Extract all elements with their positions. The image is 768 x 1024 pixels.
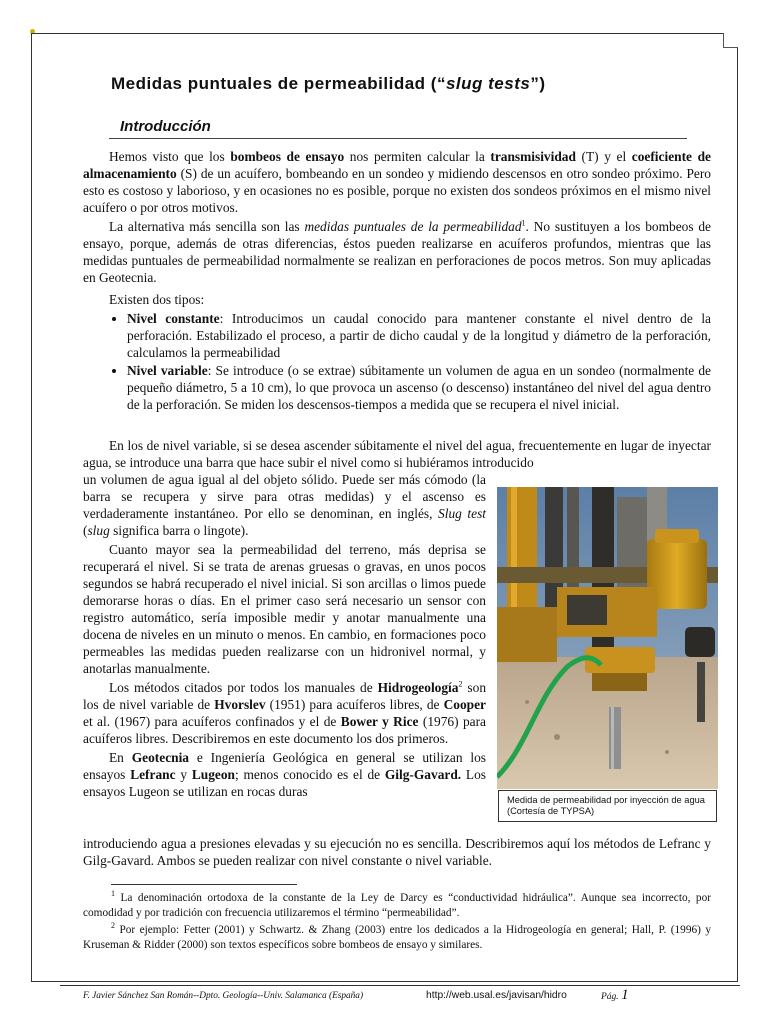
paragraph-7: En Geotecnia e Ingeniería Geológica en general se utilizan los ensayos Lefranc y Lugeon; menos conocido es el de Gilg-Gavard. Los ensayos Lugeon se utilizan en rocas duras <box>83 750 487 799</box>
paragraph-7-continued <box>83 835 711 869</box>
section-heading: Introducción <box>120 118 211 135</box>
term-coeficiente: coeficiente de almacenamiento <box>83 149 711 181</box>
term-lugeon: Lugeon <box>191 767 235 782</box>
title-italic: slug tests <box>445 74 531 93</box>
page-number-value: 1 <box>621 987 629 1003</box>
term-transmisividad: transmisividad <box>490 149 576 164</box>
footer-author: F. Javier Sánchez San Román--Dpto. Geología--Univ. Salamanca (España) <box>83 991 364 1001</box>
paragraph-7-tail: introduciendo agua a presiones elevadas y su ejecución no es sencilla. Describiremos aquí los métodos de Lefranc y Gilg-Gavard. Ambos se pueden realizar con nivel constante o nivel variable. <box>83 836 711 868</box>
term-medidas-puntuales: medidas puntuales de la permeabilidad <box>304 219 522 234</box>
types-section <box>83 291 711 413</box>
term-slug: slug <box>87 523 110 538</box>
paragraph-4-continued: un volumen de agua igual al del objeto sólido. Puede ser más cómodo (la barra se recupera y sirve para otras medidas) y el ascenso es verdaderamente instantáneo. Por ello se denominan, en inglés, Slug test (slug significa barra o lingote). <box>83 472 487 538</box>
term-hvorslev: Hvorslev <box>214 697 266 712</box>
title-text: Medidas puntuales de permeabilidad (“ <box>111 74 446 93</box>
term-slug-test: Slug test <box>438 506 487 521</box>
footer-rule <box>60 985 740 986</box>
figure-caption: Medida de permeabilidad por inyección de agua (Cortesía de TYPSA) <box>498 790 717 822</box>
paragraph-4-full-width: En los de nivel variable, si se desea ascender súbitamente el nivel del agua, frecuentemente en lugar de inyectar agua, se introduce una barra que hace subir el nivel como si hubiéramos introducido <box>83 438 711 470</box>
section-rule <box>109 138 687 139</box>
footnote-2: $^2$ Por ejemplo: Fetter (2001) y Schwartz. & Zhang (2003) entre los dedicados a la Hidrogeología en general; Hall, P. (1996) y Kruseman & Ridder (2000) son textos específicos sobre bombeos de ensayo y similares. <box>83 921 711 951</box>
term-bower-rice: Bower y Rice <box>340 714 419 729</box>
term-nivel-constante: Nivel constante <box>127 311 220 326</box>
term-nivel-variable: Nivel variable <box>127 363 208 378</box>
types-list <box>83 310 711 413</box>
term-hidrogeologia: Hidrogeología <box>377 680 459 695</box>
paragraph-5: Cuanto mayor sea la permeabilidad del terreno, más deprisa se recuperará el nivel. Si se trata de arenas gruesas o gravas, en unos pocos segundos se habrá recuperado el nivel inicial. Si son arcillas o limos puede demorarse horas o días. En el primer caso será necesario un sensor con registro automático, sería imposible medir y anotar manualmente una docena de niveles en un minuto o menos. En cambio, en formaciones poco permeables las medidas pueden realizarse con un hidronivel normal, y anotarlas manualmente. <box>83 542 486 676</box>
term-gilg-gavard: Gilg-Gavard. <box>384 767 462 782</box>
wrapped-column <box>83 471 486 800</box>
paragraph-3: Existen dos tipos: <box>109 292 205 307</box>
body-top <box>83 148 711 286</box>
footnotes <box>83 891 711 955</box>
term-bombeos: bombeos de ensayo <box>230 149 345 164</box>
page-number: Pág. 1 <box>601 987 629 1003</box>
list-item: • Nivel variable: Se introduce (o se extrae) súbitamente un volumen de agua en un sondeo (normalmente de pequeño diámetro, 5 a 10 cm), lo que provoca un ascenso (o descenso) instantáneo del nivel del agua dentro de la perforación. Se miden los descensos-tiempos a medida que se recupera el nivel inicial. <box>127 362 711 413</box>
page-dogear <box>723 33 738 48</box>
term-geotecnia: Geotecnia <box>131 750 189 765</box>
footer-url-link[interactable]: http://web.usal.es/javisan/hidro <box>426 990 567 1001</box>
page-title <box>111 74 545 94</box>
drilling-rig-photo <box>497 487 718 789</box>
paragraph-1: Hemos visto que los bombeos de ensayo nos permiten calcular la transmisividad (T) y el coeficiente de almacenamiento (S) de un acuífero, bombeando en un sondeo y midiendo descensos en otro sondeo próximo. Pero esto es costoso y laborioso, y en ocasiones no es posible, porque no existen dos sondeos próximos en el mismo nivel acuífero o por otros motivos. <box>83 149 711 215</box>
footnote-1: $^1$ La denominación ortodoxa de la constante de la Ley de Darcy es “conductividad hidráulica”. Aunque sea incorrecto, por comodidad y por tradición con frecuencia utilizaremos el término “permeabilidad”. <box>83 889 711 919</box>
footnote-number: 1 <box>111 889 115 899</box>
footnote-rule <box>111 884 297 885</box>
paragraph-2: La alternativa más sencilla son las medidas puntuales de la permeabilidad$^1$. No sustituyen a los bombeos de ensayo, porque, además de otras diferencias, éstos pueden realizarse en acuíferos profundos, mientras que las medidas puntuales de permeabilidad normalmente se realizan en perforaciones de pocos metros. Son muy aplicadas en Geotecnia. <box>83 218 711 285</box>
footnote-number: 2 <box>111 921 115 931</box>
title-close: ”) <box>530 74 546 93</box>
term-lefranc: Lefranc <box>130 767 176 782</box>
paragraph-4-start <box>83 437 711 471</box>
list-item: • Nivel constante: Introducimos un caudal conocido para mantener constante el nivel dentro de la perforación. Estabilizado el proceso, a partir de dicho caudal y de la longitud y diámetro de la perforación, calculamos la permeabilidad <box>127 310 711 361</box>
paragraph-6: Los métodos citados por todos los manuales de Hidrogeología$^2$ son los de nivel variable de Hvorslev (1951) para acuíferos libres, de Cooper et al. (1967) para acuíferos confinados y el de Bower y Rice (1976) para acuíferos libres. Describiremos en este documento los dos primeros. <box>83 679 487 746</box>
footnote-ref-2[interactable]: 2 <box>458 679 463 689</box>
term-cooper: Cooper <box>443 697 486 712</box>
footnote-ref-1[interactable]: 1 <box>521 218 526 228</box>
